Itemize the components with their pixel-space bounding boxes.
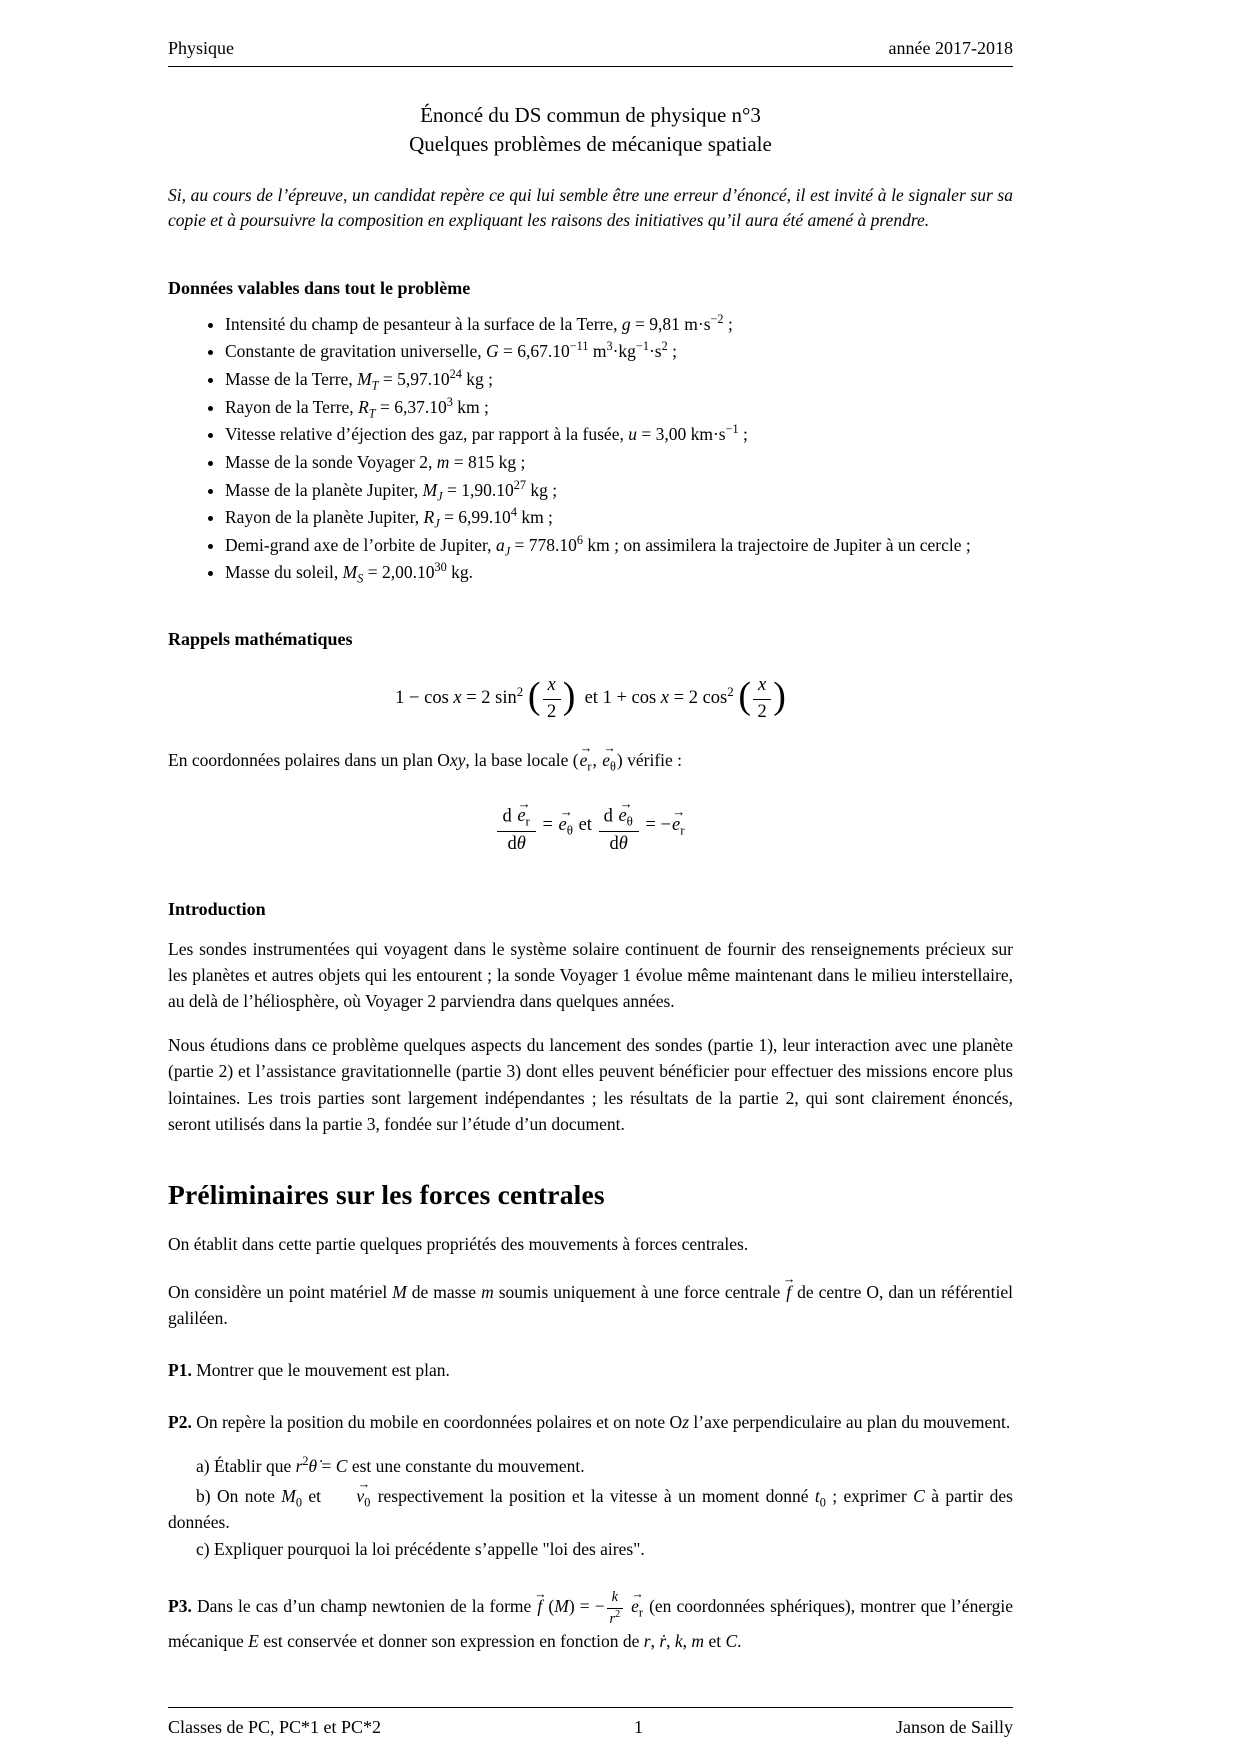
introduction-paragraph-2: Nous étudions dans ce problème quelques aspects du lancement des sondes (partie 1), leur interaction avec une planète (partie 2) et l’assistance gravitationnelle (partie 3) dont elles peuvent bénéficier pour effectuer des missions encore plus lointaines. Les trois parties sont largement indépendantes ; les résultats de la partie 2, qui sont clairement énoncés, seront utilisés dans la partie 3, fondée sur l’étude d’un document. bbox=[168, 1035, 1013, 1134]
data-item: • Masse de la Terre, $M_T = 5,97.10^{24}$ kg ; bbox=[225, 367, 1013, 391]
data-item: • Demi-grand axe de l’orbite de Jupiter, $a_J = 778.10^6$ km ; on assimilera la trajectoire de Jupiter à un cercle ; bbox=[225, 533, 1013, 557]
data-item: • Intensité du champ de pesanteur à la surface de la Terre, g = 9,81 $m\cdot s^{-2}$ ; bbox=[225, 312, 1013, 336]
data-item: • Masse de la sonde Voyager 2, m = 815 kg ; bbox=[225, 450, 1013, 474]
document-title bbox=[168, 101, 1013, 159]
data-item: • Vitesse relative d’éjection des gaz, par rapport à la fusée, u = 3,00 $km\cdot s^{-1}$ ; bbox=[225, 422, 1013, 446]
preliminaires-paragraph-2: On considère un point matériel M de masse m soumis uniquement à une force centrale → f de centre O, dan un référentiel galiléen. bbox=[168, 1275, 1013, 1331]
header-year: année 2017-2018 bbox=[888, 38, 1013, 58]
data-item: • Masse de la planète Jupiter, $M_J = 1,90.10^{27}$ kg ; bbox=[225, 478, 1013, 502]
preliminaires-paragraph-1: On établit dans cette partie quelques propriétés des mouvements à forces centrales. bbox=[168, 1234, 749, 1255]
question-p2b: b) On note $M_0$ et → $v_0$ respectivement la position et la vitesse à un moment donné $t_0$ ; exprimer C à partir des données. bbox=[168, 1479, 1013, 1535]
question-p2a: a) Établir que $r^2\thetȧ = C$ est une constante du mouvement. bbox=[196, 1454, 585, 1477]
data-item: • Rayon de la Terre, $R_T = 6,37.10^3$ km ; bbox=[225, 395, 1013, 419]
page-footer bbox=[168, 1707, 1013, 1738]
part-heading-preliminaires: Préliminaires sur les forces centrales bbox=[168, 1179, 605, 1211]
question-p1: P1. Montrer que le mouvement est plan. bbox=[168, 1360, 450, 1381]
polar-basis-formula: $\frac{d \to e_r}{d\theta}$ = → $e_\theta$ et $\frac{d \to e_\theta}{d\theta}$ = −→ $e_r$ bbox=[168, 797, 1013, 855]
data-list bbox=[168, 312, 1013, 585]
data-item: • Constante de gravitation universelle, $G = 6,67.10^{-11}$ $m^3\cdot kg^{-1}\cdot s^2$ ; bbox=[225, 339, 1013, 363]
footer-page-number: 1 bbox=[634, 1717, 644, 1737]
question-p2: P2. On repère la position du mobile en coordonnées polaires et on note Oz l’axe perpendiculaire au plan du mouvement. bbox=[168, 1412, 1011, 1433]
section-heading-rappels: Rappels mathématiques bbox=[168, 628, 353, 649]
section-heading-introduction: Introduction bbox=[168, 898, 266, 919]
trig-identity-formula: 1 − cos x = 2 $\sin^2$ ( $\frac{x}{2}$ ) et 1 + cos x = 2 $\cos^2$ ( $\frac{x}{2}$ ) bbox=[395, 674, 786, 722]
footer-classes: Classes de PC, PC*1 et PC*2 bbox=[168, 1717, 382, 1737]
title-line-2: Quelques problèmes de mécanique spatiale bbox=[409, 131, 772, 156]
footer-school: Janson de Sailly bbox=[896, 1717, 1013, 1737]
question-p2c: c) Expliquer pourquoi la loi précédente s’appelle "loi des aires". bbox=[196, 1538, 645, 1559]
page-content bbox=[168, 0, 1013, 1672]
title-line-1: Énoncé du DS commun de physique n°3 bbox=[420, 103, 761, 127]
question-p3: P3. Dans le cas d’un champ newtonien de la forme → f (M) = − $\frac{k}{r^2}$ → $e_r$ (en coordonnées sphériques), montrer que l’énergie mécanique E est conservée et donner son expression en fonction de r, ṙ, k, m et C. bbox=[168, 1588, 1013, 1654]
polar-basis-intro: En coordonnées polaires dans un plan Oxy, la base locale (→ $e_r$, → $e_\theta$) vérifie : bbox=[168, 743, 1013, 773]
header-subject: Physique bbox=[168, 38, 235, 58]
page-header bbox=[168, 38, 1013, 67]
data-item: • Rayon de la planète Jupiter, $R_J = 6,99.10^4$ km ; bbox=[225, 505, 1013, 529]
introduction-paragraph-1: Les sondes instrumentées qui voyagent dans le système solaire continuent de fournir des renseignements précieux sur les planètes et autres objets qui les entourent ; la sonde Voyager 1 évolue même maintenant dans le milieu interstellaire, au delà de l’héliosphère, où Voyager 2 parviendra dans quelques années. bbox=[168, 938, 1013, 1012]
exam-notice: Si, au cours de l’épreuve, un candidat repère ce qui lui semble être une erreur d’énoncé, il est invité à le signaler sur sa copie et à poursuivre la composition en expliquant les raisons des initiatives qu’il aura été amené à prendre. bbox=[168, 184, 1013, 231]
data-item: • Masse du soleil, $M_S = 2,00.10^{30}$ kg. bbox=[225, 560, 1013, 584]
section-heading-donnees: Données valables dans tout le problème bbox=[168, 277, 471, 298]
